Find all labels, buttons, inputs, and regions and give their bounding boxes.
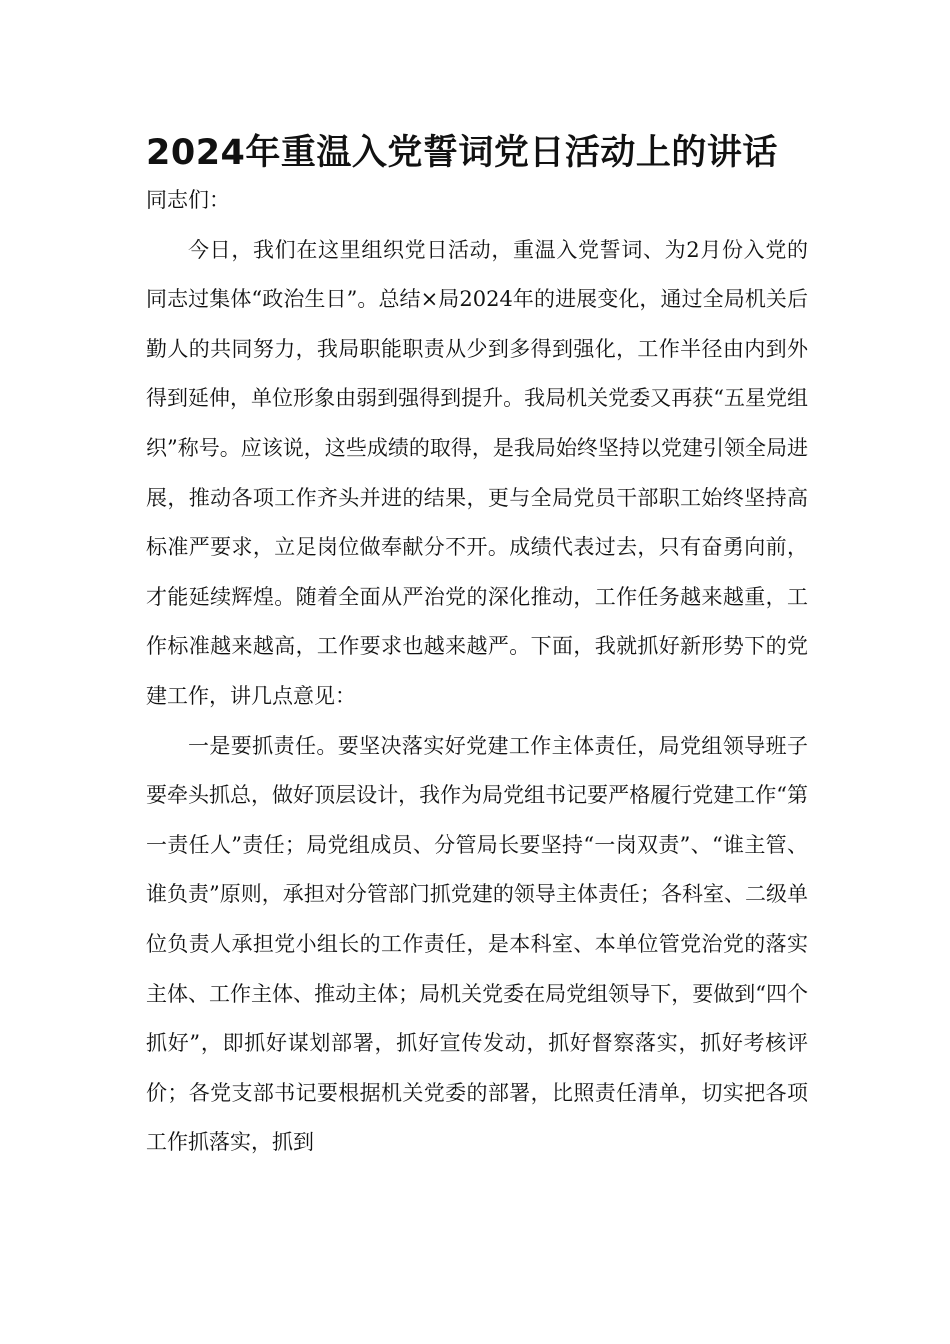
paragraph: 今日，我们在这里组织党日活动，重温入党誓词、为2月份入党的同志过集体“政治生日”。总结×局2024年的进展变化，通过全局机关后勤人的共同努力，我局职能职责从少到多得到强化，工作半径由内到外得到延伸，单位形象由弱到强得到提升。我局机关党委又再获“五星党组织”称号。应该说，这些成绩的取得，是我局始终坚持以党建引领全局进展，推动各项工作齐头并进的结果，更与全局党员干部职工始终坚持高标准严要求，立足岗位做奉献分不开。成绩代表过去，只有奋勇向前，才能延续辉煌。随着全面从严治党的深化推动，工作任务越来越重，工作标准越来越高，工作要求也越来越严。下面，我就抓好新形势下的党建工作，讲几点意见： [146,237,808,708]
salutation: 同志们： [146,188,230,212]
paragraph: 一是要抓责任。要坚决落实好党建工作主体责任，局党组领导班子要牵头抓总，做好顶层设计，我作为局党组书记要严格履行党建工作“第一责任人”责任；局党组成员、分管局长要坚持“一岗双责”、“谁主管、谁负责”原则，承担对分管部门抓党建的领导主体责任；各科室、二级单位负责人承担党小组长的工作责任，是本科室、本单位管党治党的落实主体、工作主体、推动主体；局机关党委在局党组领导下，要做到“四个抓好”，即抓好谋划部署，抓好宣传发动，抓好督察落实，抓好考核评价；各党支部书记要根据机关党委的部署，比照责任清单，切实把各项工作抓落实，抓到 [146,733,808,1155]
document-title: 2024年重温入党誓词党日活动上的讲话 [146,133,778,173]
document-body [146,176,808,1168]
